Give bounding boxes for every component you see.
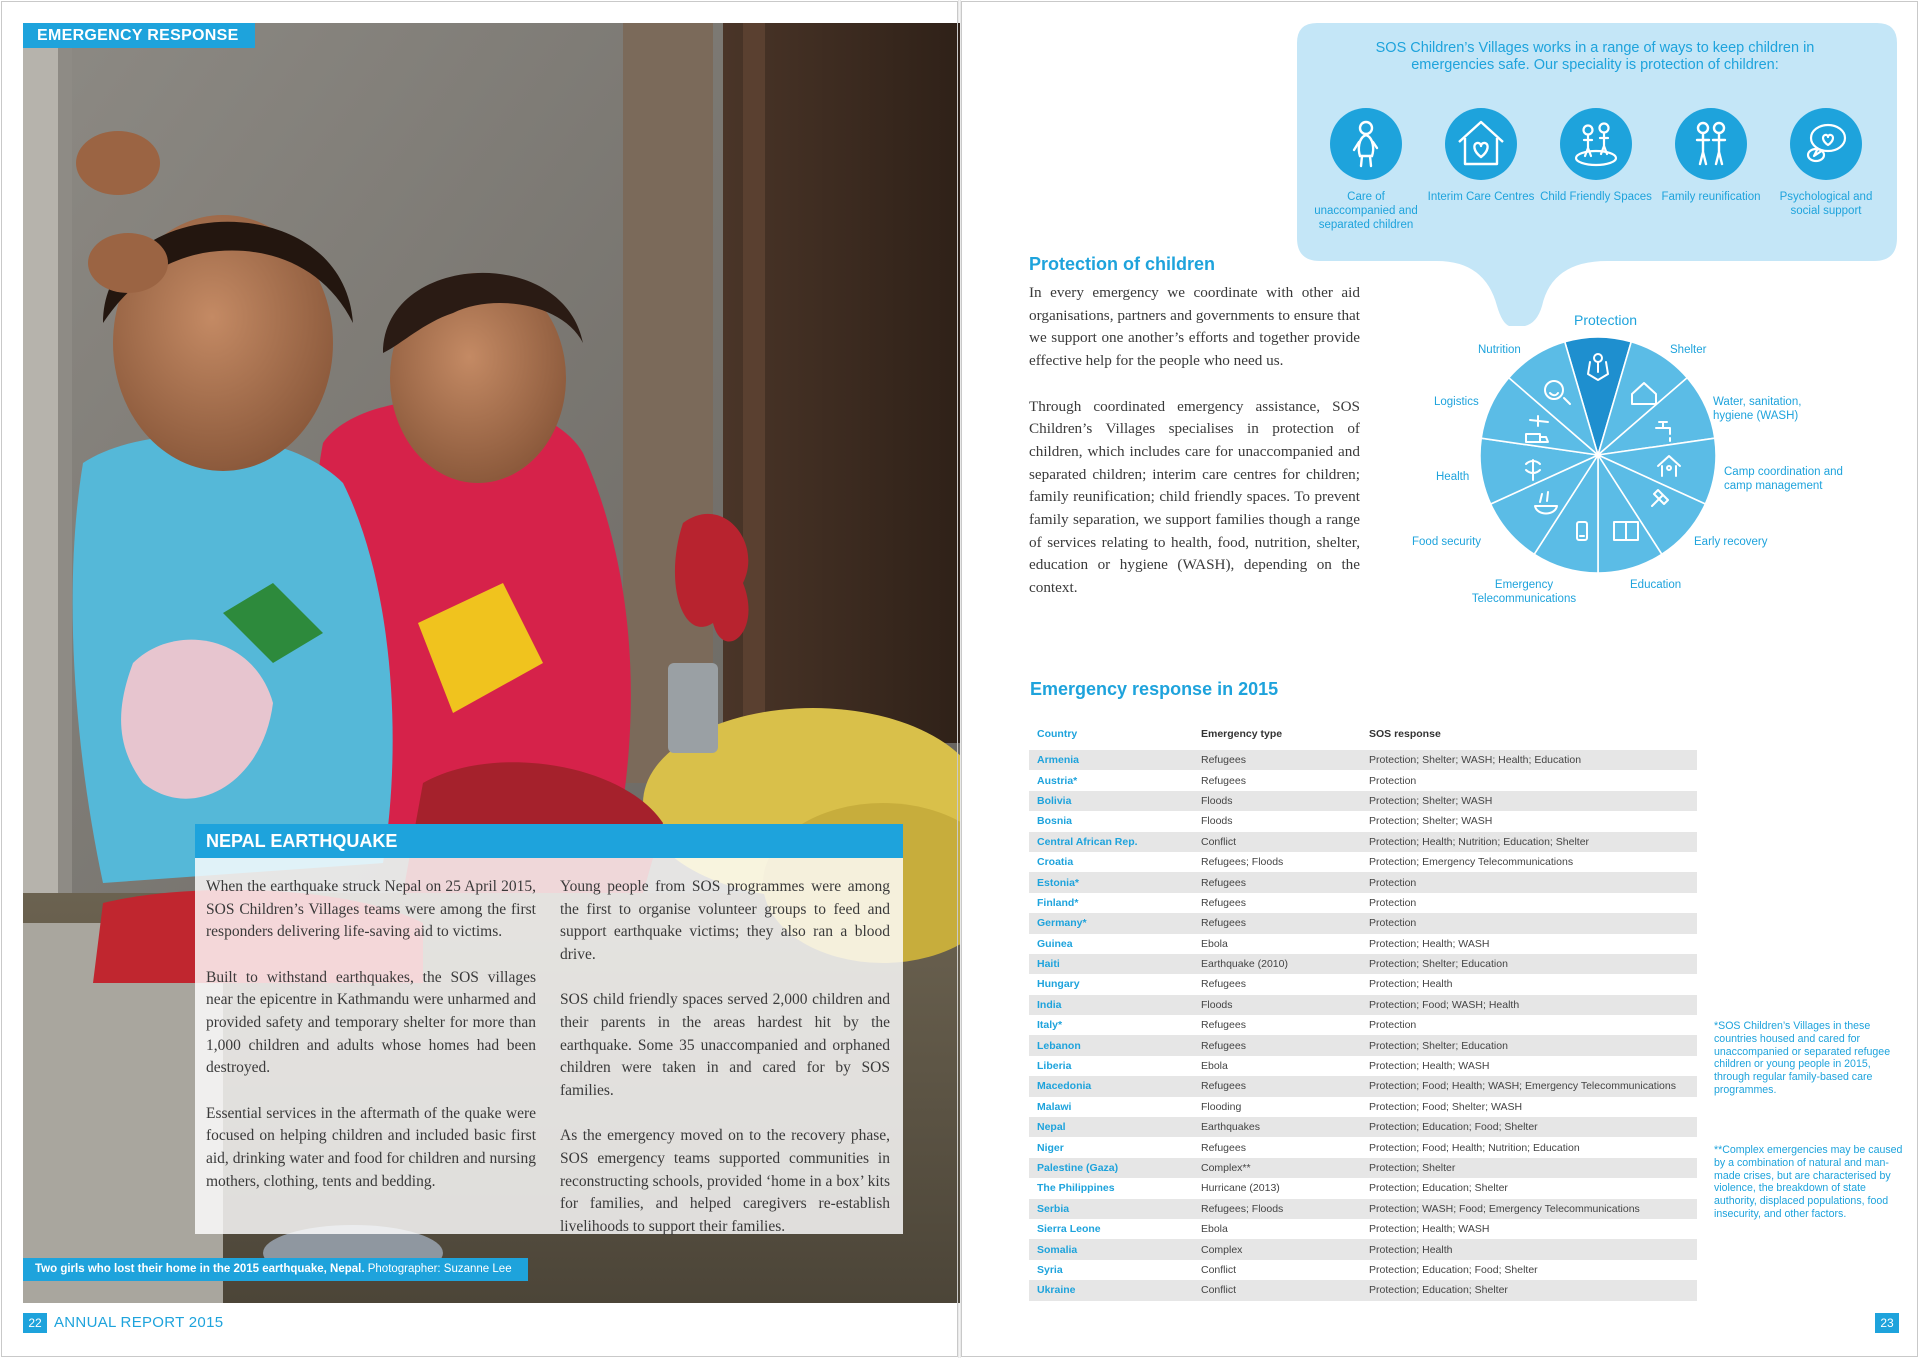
response-cell: Protection: [1369, 1019, 1417, 1032]
emergency-type-cell: Refugees: [1201, 978, 1246, 991]
country-cell: India: [1029, 995, 1193, 1015]
country-cell: Lebanon: [1029, 1035, 1193, 1055]
services-wheel: [1420, 310, 1790, 610]
table-row: [1029, 1260, 1697, 1280]
child-icon: [1330, 108, 1402, 180]
table-row: [1029, 1199, 1697, 1219]
feature-column-1: [206, 876, 536, 1216]
emergency-type-cell: Floods: [1201, 815, 1233, 828]
emergency-type-cell: Conflict: [1193, 1280, 1361, 1300]
table-row: [1029, 1137, 1697, 1157]
response-cell: Protection; Shelter; Education: [1361, 954, 1697, 974]
emergency-type-cell: Conflict: [1193, 832, 1361, 852]
country-cell: Malawi: [1037, 1100, 1072, 1113]
country-cell: Liberia: [1037, 1060, 1072, 1073]
emergency-type-cell: Floods: [1193, 995, 1361, 1015]
response-cell: Protection; Food; WASH; Health: [1361, 995, 1697, 1015]
table-row: [1029, 954, 1697, 974]
table-row: [1029, 811, 1697, 831]
capability-label: Child Friendly Spaces: [1540, 191, 1652, 203]
column-header: Emergency type: [1201, 728, 1283, 740]
feature-paragraph: When the earthquake struck Nepal on 25 April 2015, SOS Children’s Villages teams were among the first responders delivering life-saving aid to victims.: [206, 878, 536, 941]
country-cell: Serbia: [1029, 1199, 1193, 1219]
wheel-label-recovery: Early recovery: [1694, 536, 1768, 548]
country-cell: Haiti: [1029, 954, 1193, 974]
country-cell: Syria: [1037, 1263, 1063, 1276]
response-cell: Protection; Education; Shelter: [1369, 1182, 1508, 1195]
country-cell: Bosnia: [1037, 815, 1073, 828]
country-cell: Guinea: [1037, 937, 1073, 950]
emergency-type-cell: Flooding: [1201, 1100, 1242, 1113]
response-cell: Protection: [1369, 774, 1417, 787]
wheel-label-nutrition: Nutrition: [1478, 344, 1521, 356]
services-wheel-diagram: [1412, 310, 1843, 610]
country-cell: Croatia: [1037, 856, 1074, 869]
protection-body: [1029, 282, 1360, 623]
country-cell: Nepal: [1029, 1117, 1193, 1137]
emergency-response-table: [1029, 722, 1697, 1301]
response-cell: Protection; Shelter; WASH; Health; Education: [1361, 750, 1697, 770]
table-row: [1029, 1097, 1697, 1117]
photo-credit: Photographer: Suzanne Lee: [364, 1263, 512, 1275]
capability-child-friendly-spaces: [1536, 108, 1656, 204]
capability-care-unaccompanied: [1306, 108, 1426, 232]
emergency-type-cell: Refugees: [1201, 1019, 1246, 1032]
feature-title: NEPAL EARTHQUAKE: [195, 824, 903, 858]
capability-family-reunification: [1651, 108, 1771, 204]
table-row: [1029, 1056, 1697, 1076]
country-cell: Armenia: [1029, 750, 1193, 770]
table-row: [1029, 750, 1697, 770]
children-playing-icon: [1560, 108, 1632, 180]
emergency-type-cell: Refugees: [1193, 750, 1361, 770]
emergency-type-cell: Refugees: [1201, 774, 1246, 787]
wheel-label-shelter: Shelter: [1670, 344, 1707, 356]
emergency-type-cell: Refugees: [1193, 872, 1361, 892]
response-cell: Protection; Health; WASH: [1369, 1060, 1490, 1073]
response-cell: Protection; Education; Food; Shelter: [1369, 1263, 1538, 1276]
country-cell: Sierra Leone: [1037, 1223, 1101, 1236]
emergency-type-cell: Conflict: [1201, 1263, 1237, 1276]
response-cell: Protection; Food; Health; WASH; Emergency Telecommunications: [1361, 1076, 1697, 1096]
country-cell: Somalia: [1029, 1239, 1193, 1259]
table-row: [1029, 1219, 1697, 1239]
country-cell: Hungary: [1037, 978, 1080, 991]
table-row: [1029, 974, 1697, 994]
country-cell: Bolivia: [1029, 791, 1193, 811]
country-cell: Italy*: [1037, 1019, 1063, 1032]
country-cell: Central African Rep.: [1029, 832, 1193, 852]
wheel-label-food: Food security: [1412, 536, 1482, 548]
response-cell: Protection; Health; WASH: [1369, 1223, 1490, 1236]
emergency-type-cell: Earthquake (2010): [1193, 954, 1361, 974]
response-cell: Protection; Health: [1361, 1239, 1697, 1259]
feature-column-2: [560, 876, 890, 1261]
capability-label: Care of unaccompanied and separated children: [1314, 191, 1418, 231]
wheel-label-telecom: Emergency Telecommunications: [1471, 579, 1577, 605]
wheel-label-logistics: Logistics: [1434, 396, 1479, 408]
photo-caption: [23, 1258, 528, 1281]
emergency-type-cell: Earthquakes: [1193, 1117, 1361, 1137]
wheel-label-health: Health: [1436, 471, 1470, 483]
table-row: [1029, 913, 1697, 933]
table-row: [1029, 791, 1697, 811]
feature-text-box: [195, 858, 903, 1234]
page-number-left: 22: [23, 1313, 47, 1333]
response-cell: Protection; Education; Food; Shelter: [1361, 1117, 1697, 1137]
country-cell: The Philippines: [1037, 1182, 1115, 1195]
wheel-label-camp: Camp coordination and camp management: [1724, 466, 1843, 492]
emergency-type-cell: Ebola: [1201, 1060, 1228, 1073]
capability-interim-care: [1421, 108, 1541, 204]
table-row: [1029, 1158, 1697, 1178]
country-cell: Niger: [1037, 1141, 1064, 1154]
wheel-center-label: Protection: [1574, 312, 1638, 328]
country-cell: Austria*: [1037, 774, 1078, 787]
capability-label: Psychological and social support: [1779, 191, 1873, 217]
feature-paragraph: Young people from SOS programmes were among the first to organise volunteer groups to feed and support earthquake victims; they also ran a blood drive.: [560, 878, 890, 963]
emergency-type-cell: Ebola: [1201, 1223, 1228, 1236]
emergency-type-cell: Hurricane (2013): [1201, 1182, 1280, 1195]
emergency-type-cell: Complex: [1193, 1239, 1361, 1259]
table-row: [1029, 832, 1697, 852]
capability-label: Interim Care Centres: [1427, 191, 1535, 203]
photo-caption-title: Two girls who lost their home in the 2015 earthquake, Nepal.: [35, 1263, 365, 1275]
table-row: [1029, 1280, 1697, 1300]
table-header-row: [1029, 722, 1697, 746]
wheel-label-wash: Water, sanitation, hygiene (WASH): [1713, 396, 1802, 422]
emergency-type-cell: Refugees; Floods: [1201, 856, 1284, 869]
table-row: [1029, 1117, 1697, 1137]
emergency-type-cell: Refugees: [1201, 896, 1246, 909]
table-heading: Emergency response in 2015: [1030, 679, 1279, 699]
response-cell: Protection; Food; Shelter; WASH: [1369, 1100, 1523, 1113]
response-cell: Protection; Shelter: [1361, 1158, 1697, 1178]
table-row: [1029, 852, 1697, 872]
response-cell: Protection; Emergency Telecommunications: [1369, 856, 1574, 869]
emergency-type-cell: Ebola: [1201, 937, 1228, 950]
wheel-label-education: Education: [1630, 579, 1682, 591]
table-body: [1029, 750, 1697, 1301]
country-cell: Macedonia: [1029, 1076, 1193, 1096]
response-cell: Protection; Shelter; WASH: [1361, 791, 1697, 811]
country-cell: Germany*: [1029, 913, 1193, 933]
response-cell: Protection: [1361, 913, 1697, 933]
country-cell: Ukraine: [1029, 1280, 1193, 1300]
response-cell: Protection; Food; Health; Nutrition; Education: [1369, 1141, 1580, 1154]
feature-paragraph: As the emergency moved on to the recovery phase, SOS emergency teams supported communities in reconstructing schools, provided ‘home in a box’ kits for families, and helped caregivers re-establish livelihoods to support their families.: [560, 1127, 890, 1235]
response-cell: Protection: [1361, 872, 1697, 892]
emergency-type-cell: Refugees: [1201, 1141, 1246, 1154]
table-row: [1029, 1178, 1697, 1198]
table-row: [1029, 1076, 1697, 1096]
protection-paragraph: In every emergency we coordinate with other aid organisations, partners and governments to ensure that we support one another’s efforts and together provide effective help for the people who need us.: [1029, 284, 1360, 370]
table-row: [1029, 872, 1697, 892]
response-cell: Protection; Health; Nutrition; Education; Shelter: [1361, 832, 1697, 852]
column-header: SOS response: [1369, 728, 1441, 740]
response-cell: Protection; Education; Shelter: [1361, 1280, 1697, 1300]
response-cell: Protection; Shelter; WASH: [1369, 815, 1493, 828]
emergency-type-cell: Refugees; Floods: [1193, 1199, 1361, 1219]
table-row: [1029, 1035, 1697, 1055]
footnote-complex: **Complex emergencies may be caused by a combination of natural and man-made crises, but are characterised by violence, the breakdown of state authority, displaced populations, food insecurity, and other factors.: [1714, 1144, 1903, 1220]
table-row: [1029, 1239, 1697, 1259]
footnote-refugees: *SOS Children’s Villages in these countries housed and cared for unaccompanied or separated refugee children or young people in 2015, through regular family-based care programmes.: [1714, 1020, 1891, 1096]
table-row: [1029, 1015, 1697, 1035]
capabilities-intro: SOS Children’s Villages works in a range of ways to keep children in emergencies safe. Our speciality is protection of children:: [1375, 40, 1815, 73]
column-header: Country: [1037, 728, 1078, 740]
footer-title: ANNUAL REPORT 2015: [54, 1314, 224, 1331]
emergency-type-cell: Refugees: [1193, 1076, 1361, 1096]
protection-paragraph: Through coordinated emergency assistance, SOS Children’s Villages specialises in protection of children, which includes care for unaccompanied and separated children; interim care centres for children; family reunification; child friendly spaces. To prevent family separation, we support families though a range of services relating to health, food, nutrition, shelter, education or hygiene (WASH), depending on the context.: [1029, 397, 1360, 597]
speech-heart-icon: [1790, 108, 1862, 180]
country-cell: Palestine (Gaza): [1029, 1158, 1193, 1178]
table-row: [1029, 934, 1697, 954]
feature-paragraph: Built to withstand earthquakes, the SOS villages near the epicentre in Kathmandu were unharmed and provided safety and temporary shelter for more than 1,000 children and adults whose homes had been destroyed.: [206, 968, 536, 1077]
table-row: [1029, 995, 1697, 1015]
protection-heading: Protection of children: [1029, 254, 1216, 274]
country-cell: Finland*: [1037, 896, 1079, 909]
response-cell: Protection; Health: [1369, 978, 1453, 991]
capability-psychological-support: [1766, 108, 1886, 218]
section-tag: EMERGENCY RESPONSE: [23, 23, 255, 48]
country-cell: Estonia*: [1029, 872, 1193, 892]
capability-label: Family reunification: [1661, 191, 1761, 203]
response-cell: Protection: [1369, 896, 1417, 909]
response-cell: Protection; Health; WASH: [1369, 937, 1490, 950]
feature-paragraph: SOS child friendly spaces served 2,000 children and their parents in the areas hardest hit by the earthquake. Some 35 unaccompanied and orphaned children were taken in and cared for by SOS families.: [560, 991, 890, 1099]
response-cell: Protection; WASH; Food; Emergency Telecommunications: [1361, 1199, 1697, 1219]
family-icon: [1675, 108, 1747, 180]
emergency-type-cell: Floods: [1193, 791, 1361, 811]
emergency-type-cell: Complex**: [1193, 1158, 1361, 1178]
page-number-right: 23: [1875, 1313, 1899, 1333]
table-row: [1029, 770, 1697, 790]
emergency-type-cell: Refugees: [1193, 913, 1361, 933]
emergency-type-cell: Refugees: [1193, 1035, 1361, 1055]
table-row: [1029, 893, 1697, 913]
house-heart-icon: [1445, 108, 1517, 180]
response-cell: Protection; Shelter; Education: [1361, 1035, 1697, 1055]
feature-paragraph: Essential services in the aftermath of the quake were focused on helping children and included basic first aid, drinking water and food for children and nursing mothers, clothing, tents and bedding.: [206, 1104, 536, 1190]
